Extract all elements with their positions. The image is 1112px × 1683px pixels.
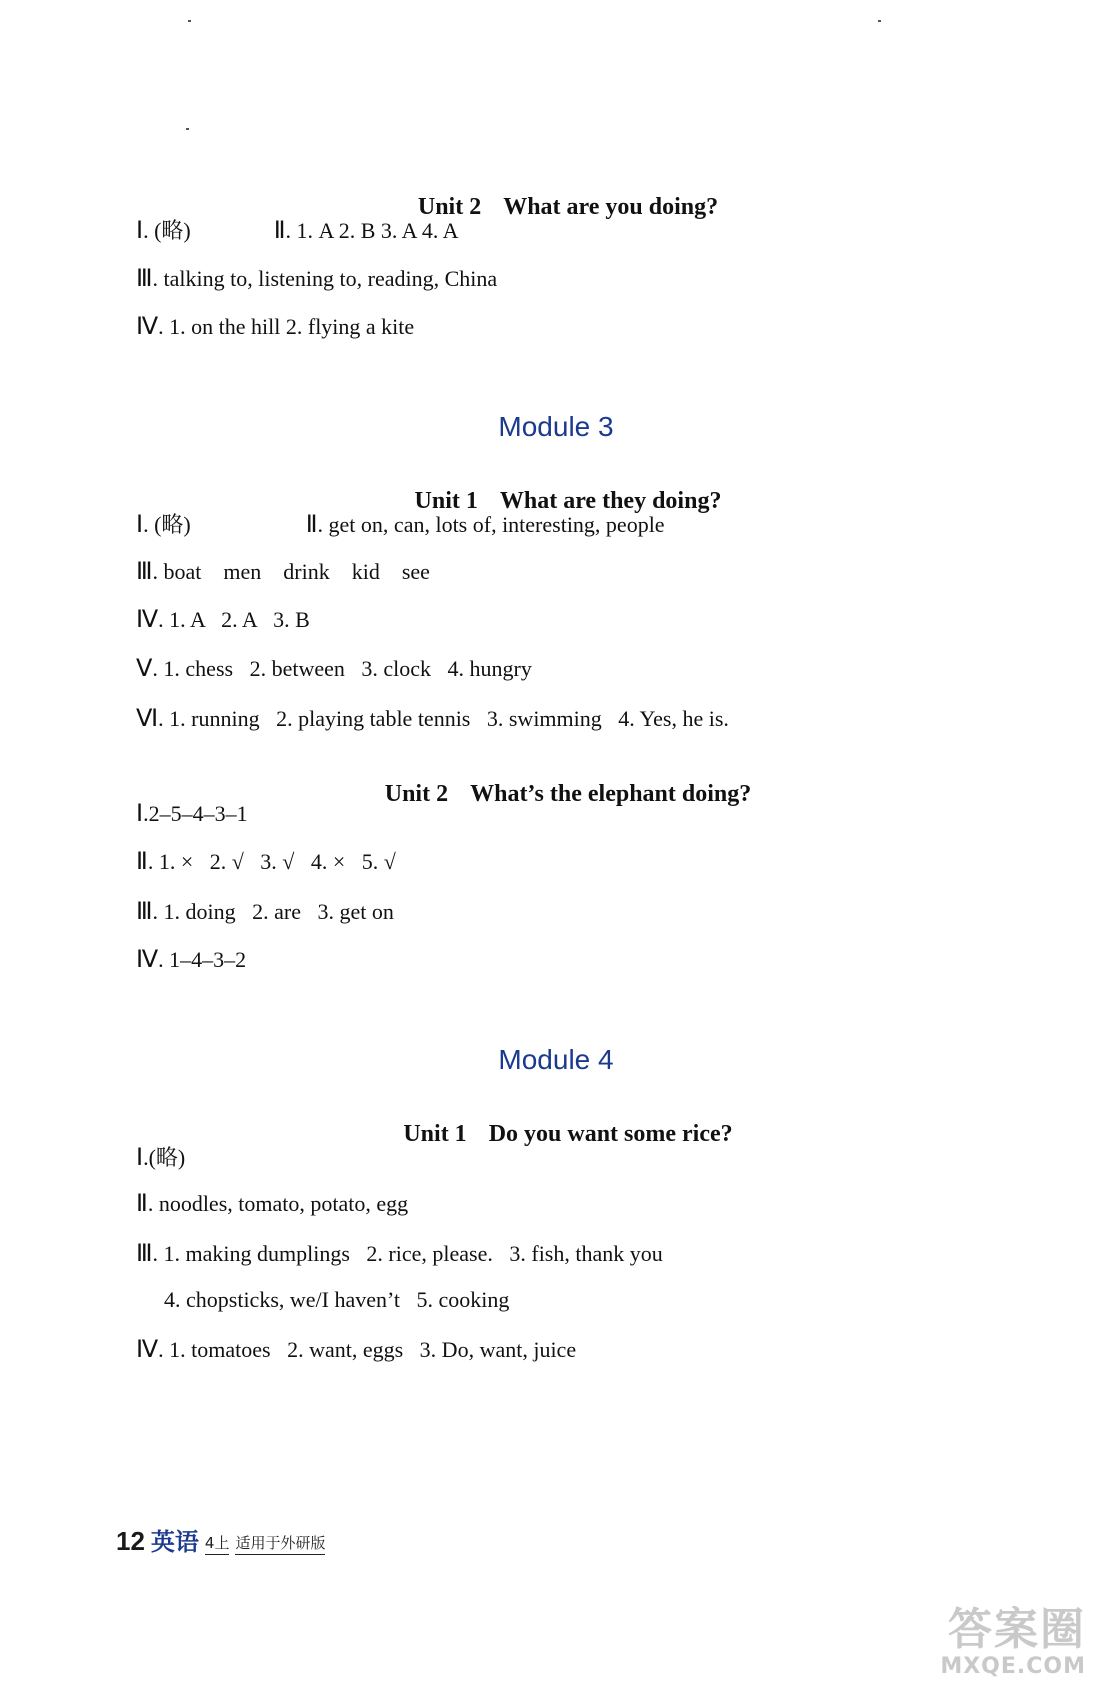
module-title: Module 3 (498, 411, 614, 442)
answer-line-ii: Ⅱ. 1. × 2. √ 3. √ 4. × 5. √ (136, 848, 396, 875)
answer-line-iv: Ⅳ. 1–4–3–2 (136, 946, 247, 973)
scan-speck (186, 128, 189, 130)
watermark-brand: 答案圈 (948, 1604, 1086, 1655)
unit-title: Unit 2 What’s the elephant doing? (384, 781, 752, 807)
grade-label: 4上 (205, 1532, 230, 1555)
answer-line-iv: Ⅳ. 1. A 2. A 3. B (136, 606, 310, 633)
answer-line-iv: Ⅳ. 1. on the hill 2. flying a kite (136, 313, 415, 340)
answer-line-i: Ⅰ. (略) Ⅱ. 1. A 2. B 3. A 4. A (136, 217, 459, 244)
subject-label: 英语 (150, 1528, 199, 1556)
answer-line-iv: Ⅳ. 1. tomatoes 2. want, eggs 3. Do, want, juice (136, 1336, 577, 1363)
answer-line-iii: Ⅲ. 1. doing 2. are 3. get on (136, 898, 394, 925)
answer-line-i: Ⅰ.(略) (136, 1144, 186, 1171)
answer-line-ii: Ⅱ. noodles, tomato, potato, egg (136, 1190, 409, 1217)
answer-line-iii: Ⅲ. boat men drink kid see (136, 558, 430, 585)
module-title: Module 4 (498, 1044, 614, 1075)
page-number: 12 (116, 1526, 145, 1556)
answer-line-i: Ⅰ.2–5–4–3–1 (136, 800, 248, 827)
answer-line-iii: Ⅲ. talking to, listening to, reading, China (136, 265, 498, 292)
edition-label: 适用于外研版 (235, 1532, 325, 1555)
unit-title: Unit 1 What are they doing? (414, 488, 722, 514)
watermark-url: MXQE.COM (940, 1654, 1086, 1679)
answer-line-vi: Ⅵ. 1. running 2. playing table tennis 3. swimming 4. Yes, he is. (136, 705, 729, 732)
scan-speck (188, 20, 191, 22)
answer-line-i: Ⅰ. (略) Ⅱ. get on, can, lots of, interesting, people (136, 511, 665, 538)
answer-line-v: Ⅴ. 1. chess 2. between 3. clock 4. hungry (136, 655, 532, 682)
answer-line-iii-continued: 4. chopsticks, we/I haven’t 5. cooking (164, 1287, 510, 1312)
page-footer (116, 1527, 325, 1557)
watermark-logo (940, 1606, 1086, 1679)
unit-title: Unit 2 What are you doing? (417, 194, 719, 220)
scan-speck (878, 20, 881, 22)
answer-line-iii: Ⅲ. 1. making dumplings 2. rice, please. 3. fish, thank you (136, 1240, 663, 1267)
unit-title: Unit 1 Do you want some rice? (403, 1121, 733, 1147)
